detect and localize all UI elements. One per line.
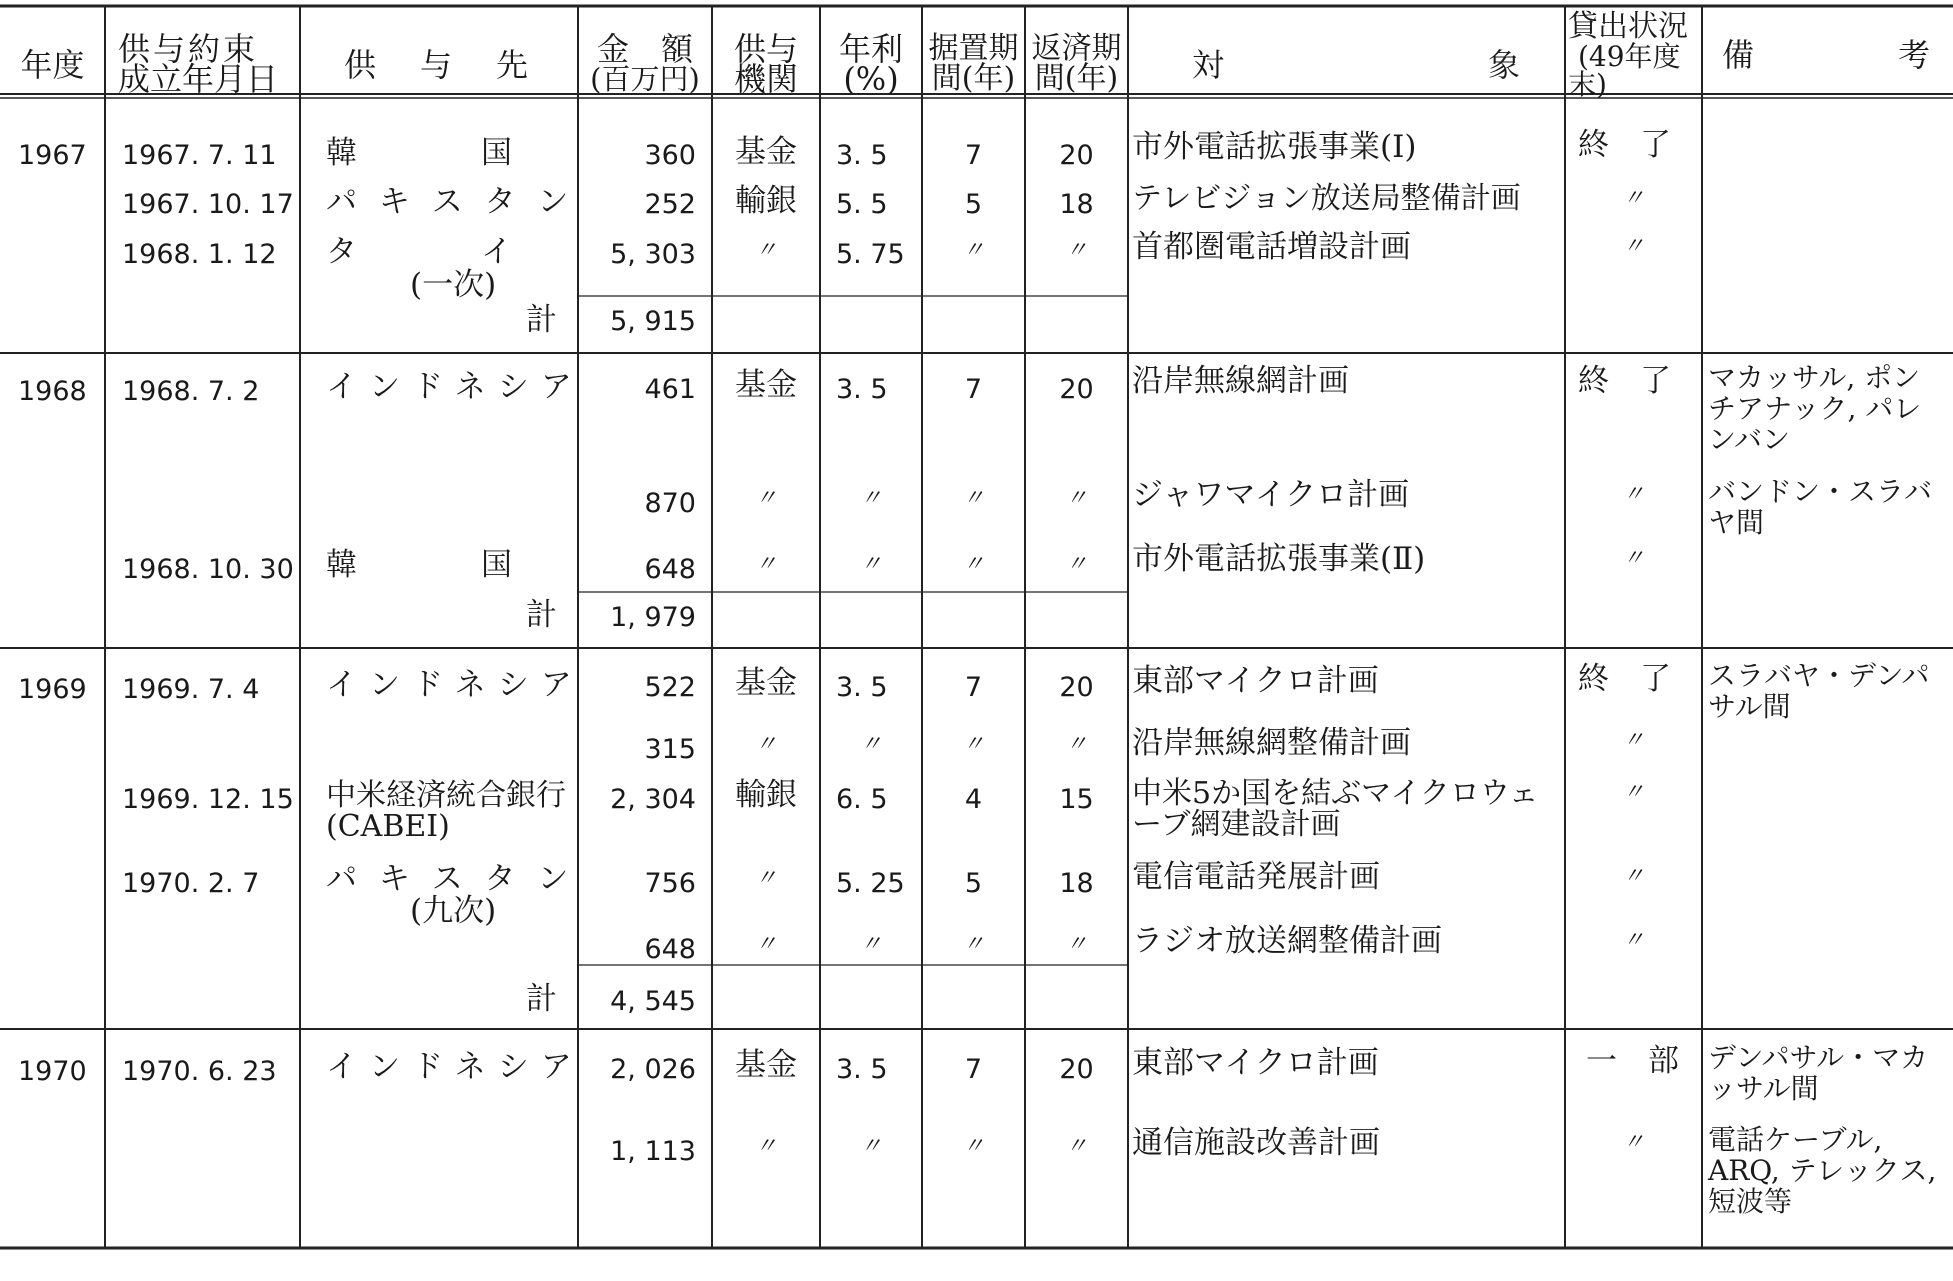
total-amount: 4, 545 (610, 986, 696, 1017)
grace-cell: 〃 (962, 238, 985, 263)
status-cell: 〃 (1622, 864, 1645, 889)
status-cell: 〃 (1622, 234, 1645, 259)
repay-cell: 20 (1059, 374, 1094, 405)
grace-cell: 〃 (962, 1134, 985, 1159)
target-cell: テレビジョン放送局整備計画 (1132, 181, 1521, 216)
date-cell: 1968. 10. 30 (122, 554, 294, 585)
amount-cell: 252 (644, 189, 696, 220)
target-cell: ラジオ放送網整備計画 (1132, 923, 1442, 959)
header-fiscal-year: 年度 (20, 46, 85, 84)
date-cell: 1970. 2. 7 (122, 868, 260, 899)
institution-cell: 基金 (735, 367, 797, 403)
total-label: 計 (526, 302, 557, 338)
date-cell: 1969. 12. 15 (122, 784, 294, 815)
repay-cell: 〃 (1065, 1134, 1088, 1159)
header-interest-line2: (%) (843, 60, 899, 98)
recipient-cell: インドネシア (326, 667, 584, 703)
repay-cell: 〃 (1065, 732, 1088, 757)
institution-cell: 輸銀 (735, 183, 797, 219)
date-cell: 1968. 1. 12 (122, 239, 277, 270)
amount-cell: 756 (644, 868, 696, 899)
header-interest-line1: 年利 (838, 30, 903, 68)
remarks-cell: バンドン・スラバヤ間 (1708, 475, 1933, 539)
rate-cell: 〃 (859, 486, 882, 511)
status-cell: 終 了 (1578, 363, 1671, 399)
header-agreement-date-line2: 成立年月日 (118, 60, 279, 98)
amount-cell: 870 (644, 488, 696, 519)
amount-cell: 2, 026 (610, 1054, 696, 1085)
status-cell: 〃 (1622, 1130, 1645, 1155)
institution-cell: 〃 (754, 552, 777, 577)
date-cell: 1970. 6. 23 (122, 1056, 277, 1087)
status-cell: 〃 (1622, 482, 1645, 507)
year-cell: 1967 (18, 140, 87, 171)
grace-cell: 〃 (962, 732, 985, 757)
status-cell: 〃 (1622, 780, 1645, 805)
year-cell: 1968 (18, 376, 87, 407)
grace-cell: 5 (964, 868, 983, 899)
total-amount: 5, 915 (610, 306, 696, 337)
recipient-cell: パ キ ス タ ン (326, 861, 575, 897)
header-repay-line1: 返済期 (1031, 31, 1122, 66)
recipient-cell: 韓 国 (326, 135, 512, 171)
institution-cell: 〃 (754, 1134, 777, 1159)
header-status-line2: (49年度 (1578, 40, 1681, 73)
repay-cell: 〃 (1065, 486, 1088, 511)
target-cell: 市外電話拡張事業(Ⅰ) (1132, 129, 1417, 165)
date-cell: 1967. 7. 11 (122, 140, 277, 171)
institution-cell: 〃 (754, 866, 777, 891)
repay-cell: 18 (1059, 189, 1094, 220)
target-cell: 中米5か国を結ぶマイクロウェーブ網建設計画 (1132, 776, 1539, 842)
grace-cell: 7 (964, 140, 983, 171)
status-cell: 終 了 (1578, 661, 1671, 697)
institution-cell: 〃 (754, 732, 777, 757)
amount-cell: 461 (644, 374, 696, 405)
total-amount: 1, 979 (610, 602, 696, 633)
target-cell: 首都圏電話増設計画 (1132, 229, 1411, 265)
recipient-cell: 中米経済統合銀行(CABEI) (326, 778, 566, 844)
target-cell: ジャワマイクロ計画 (1132, 477, 1410, 513)
header-target-right: 象 (1488, 46, 1521, 84)
target-cell: 沿岸無線網整備計画 (1132, 725, 1411, 761)
rate-cell: 〃 (859, 1134, 882, 1159)
date-cell: 1967. 10. 17 (122, 189, 294, 220)
rate-cell: 〃 (859, 932, 882, 957)
amount-cell: 360 (644, 140, 696, 171)
institution-cell: 基金 (735, 134, 797, 170)
amount-cell: 5, 303 (610, 239, 696, 270)
recipient-note: (九次) (410, 893, 497, 929)
repay-cell: 18 (1059, 868, 1094, 899)
rate-cell: 〃 (859, 552, 882, 577)
amount-cell: 1, 113 (610, 1136, 696, 1167)
date-cell: 1968. 7. 2 (122, 376, 260, 407)
recipient-cell: インドネシア (326, 1049, 584, 1085)
target-cell: 東部マイクロ計画 (1132, 663, 1379, 699)
status-cell: 〃 (1622, 928, 1645, 953)
header-institution-line2: 機関 (733, 60, 798, 98)
institution-cell: 〃 (754, 486, 777, 511)
target-cell: 通信施設改善計画 (1132, 1125, 1380, 1161)
amount-cell: 315 (644, 734, 696, 765)
header-amount-line1: 金 額 (596, 30, 693, 68)
rate-cell: 3. 5 (836, 140, 888, 171)
repay-cell: 20 (1059, 1054, 1094, 1085)
repay-cell: 15 (1059, 784, 1094, 815)
recipient-cell: 韓 国 (326, 547, 512, 583)
recipient-cell: インドネシア (326, 369, 584, 405)
recipient-cell: タ イ (326, 234, 512, 270)
header-remarks-left: 備 (1722, 36, 1755, 74)
grace-cell: 5 (964, 189, 983, 220)
grace-cell: 〃 (962, 552, 985, 577)
target-cell: 市外電話拡張事業(Ⅱ) (1132, 541, 1426, 577)
rate-cell: 6. 5 (836, 784, 888, 815)
repay-cell: 〃 (1065, 552, 1088, 577)
repay-cell: 〃 (1065, 238, 1088, 263)
remarks-cell: スラバヤ・デンパサル間 (1708, 659, 1930, 723)
institution-cell: 〃 (754, 932, 777, 957)
repay-cell: 〃 (1065, 932, 1088, 957)
rate-cell: 5. 5 (836, 189, 888, 220)
rate-cell: 3. 5 (836, 1054, 888, 1085)
grace-cell: 〃 (962, 932, 985, 957)
rate-cell: 5. 25 (836, 868, 905, 899)
remarks-cell: マカッサル, ポンチアナック, パレンバン (1708, 361, 1922, 456)
repay-cell: 20 (1059, 140, 1094, 171)
grace-cell: 7 (964, 1054, 983, 1085)
year-cell: 1970 (18, 1056, 87, 1087)
status-cell: 〃 (1622, 186, 1645, 211)
header-repay-line2: 間(年) (1034, 61, 1119, 96)
amount-cell: 648 (644, 554, 696, 585)
amount-cell: 648 (644, 934, 696, 965)
total-label: 計 (526, 597, 557, 633)
header-amount-line2: (百万円) (590, 62, 700, 96)
header-remarks-right: 考 (1898, 36, 1931, 74)
header-grace-line2: 間(年) (931, 61, 1016, 96)
recipient-cell: パ キ ス タ ン (326, 184, 575, 220)
target-cell: 沿岸無線網計画 (1132, 363, 1349, 399)
institution-cell: 基金 (735, 665, 797, 701)
header-recipient: 供 与 先 (343, 46, 534, 84)
header-agreement-date-line1: 供与約束 (118, 30, 259, 68)
rate-cell: 〃 (859, 732, 882, 757)
header-grace-line1: 据置期 (928, 31, 1019, 66)
status-cell: 〃 (1622, 728, 1645, 753)
rate-cell: 3. 5 (836, 672, 888, 703)
target-cell: 電信電話発展計画 (1132, 859, 1380, 895)
date-cell: 1969. 7. 4 (122, 674, 260, 705)
status-cell: 〃 (1622, 546, 1645, 571)
rate-cell: 3. 5 (836, 374, 888, 405)
institution-cell: 〃 (754, 238, 777, 263)
target-cell: 東部マイクロ計画 (1132, 1045, 1379, 1081)
grace-cell: 4 (964, 784, 983, 815)
recipient-note: (一次) (410, 267, 497, 303)
remarks-cell: 電話ケーブル, ARQ, テレックス, 短波等 (1708, 1123, 1937, 1218)
header-institution-line1: 供与 (733, 30, 798, 68)
year-cell: 1969 (18, 674, 87, 705)
repay-cell: 20 (1059, 672, 1094, 703)
institution-cell: 基金 (735, 1047, 797, 1083)
rate-cell: 5. 75 (836, 239, 905, 270)
amount-cell: 522 (644, 672, 696, 703)
amount-cell: 2, 304 (610, 784, 696, 815)
remarks-cell: デンパサル・マカッサル間 (1708, 1041, 1929, 1105)
grace-cell: 7 (964, 374, 983, 405)
status-cell: 終 了 (1578, 127, 1671, 163)
header-target-left: 対 (1192, 46, 1225, 84)
status-cell: 一 部 (1586, 1043, 1679, 1079)
header-status-line3: 末) (1568, 68, 1607, 101)
grace-cell: 〃 (962, 486, 985, 511)
header-status-line1: 貸出状況 (1568, 9, 1688, 44)
grace-cell: 7 (964, 672, 983, 703)
institution-cell: 輸銀 (735, 777, 797, 813)
total-label: 計 (526, 981, 557, 1017)
